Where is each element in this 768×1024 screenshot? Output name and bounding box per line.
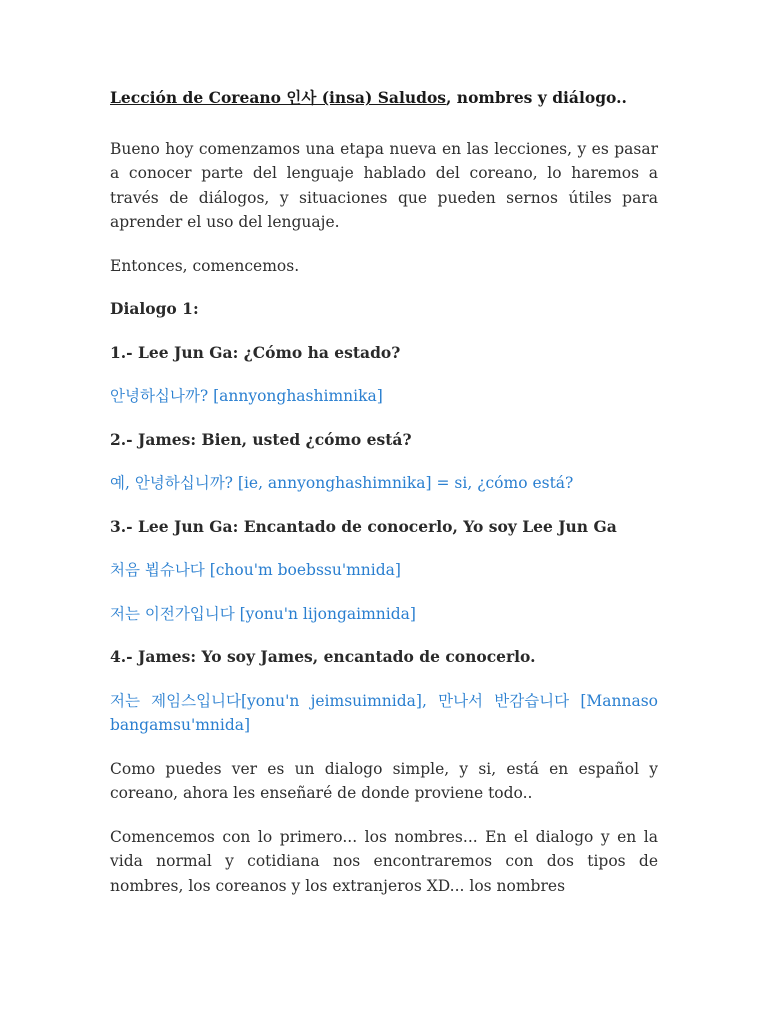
start-paragraph: Entonces, comencemos. [110,256,300,275]
dialog-line-1-korean: 안녕하십나까? [annyonghashimnika] [110,387,383,405]
title-underlined: Lección de Coreano 인사 (insa) Saludos [110,88,447,107]
document-page [110,86,658,898]
dialog-line-1: 1.- Lee Jun Ga: ¿Cómo ha estado? [110,342,401,362]
explain-paragraph: Como puedes ver es un dialogo simple, y si, está en español y coreano, ahora les enseñaré de donde proviene todo.. [110,759,658,802]
dialog-heading: Dialogo 1: [110,299,199,318]
names-paragraph: Comencemos con lo primero... los nombres... En el dialogo y en la vida normal y cotidiana nos encontraremos con dos tipos de nombres, los coreanos y los extranjeros XD... los nombres [110,827,658,895]
dialog-line-3: 3.- Lee Jun Ga: Encantado de conocerlo, Yo soy Lee Jun Ga [110,516,617,536]
dialog-line-3-korean-b: 저는 이전가입니다 [yonu'n lijongaimnida] [110,604,416,623]
dialog-line-4-korean: 저는 제임스입니다[yonu'n jeimsuimnida], 만나서 반감습니다 [Mannaso bangamsu'mnida] [110,691,658,734]
title-rest: , nombres y diálogo.. [446,88,627,107]
dialog-line-4: 4.- James: Yo soy James, encantado de conocerlo. [110,647,536,666]
dialog-line-2-korean: 예, 안녕하십니까? [ie, annyonghashimnika] = si, ¿cómo está? [110,474,574,492]
dialog-line-3-korean-a: 처음 뵙슈나다 [chou'm boebssu'mnida] [110,561,401,579]
document-title [110,86,658,111]
dialog-line-2: 2.- James: Bien, usted ¿cómo está? [110,429,412,449]
intro-paragraph: Bueno hoy comenzamos una etapa nueva en las lecciones, y es pasar a conocer parte del lenguaje hablado del coreano, lo haremos a través de diálogos, y situaciones que pueden sernos útiles para aprender el uso del lenguaje. [110,139,658,231]
